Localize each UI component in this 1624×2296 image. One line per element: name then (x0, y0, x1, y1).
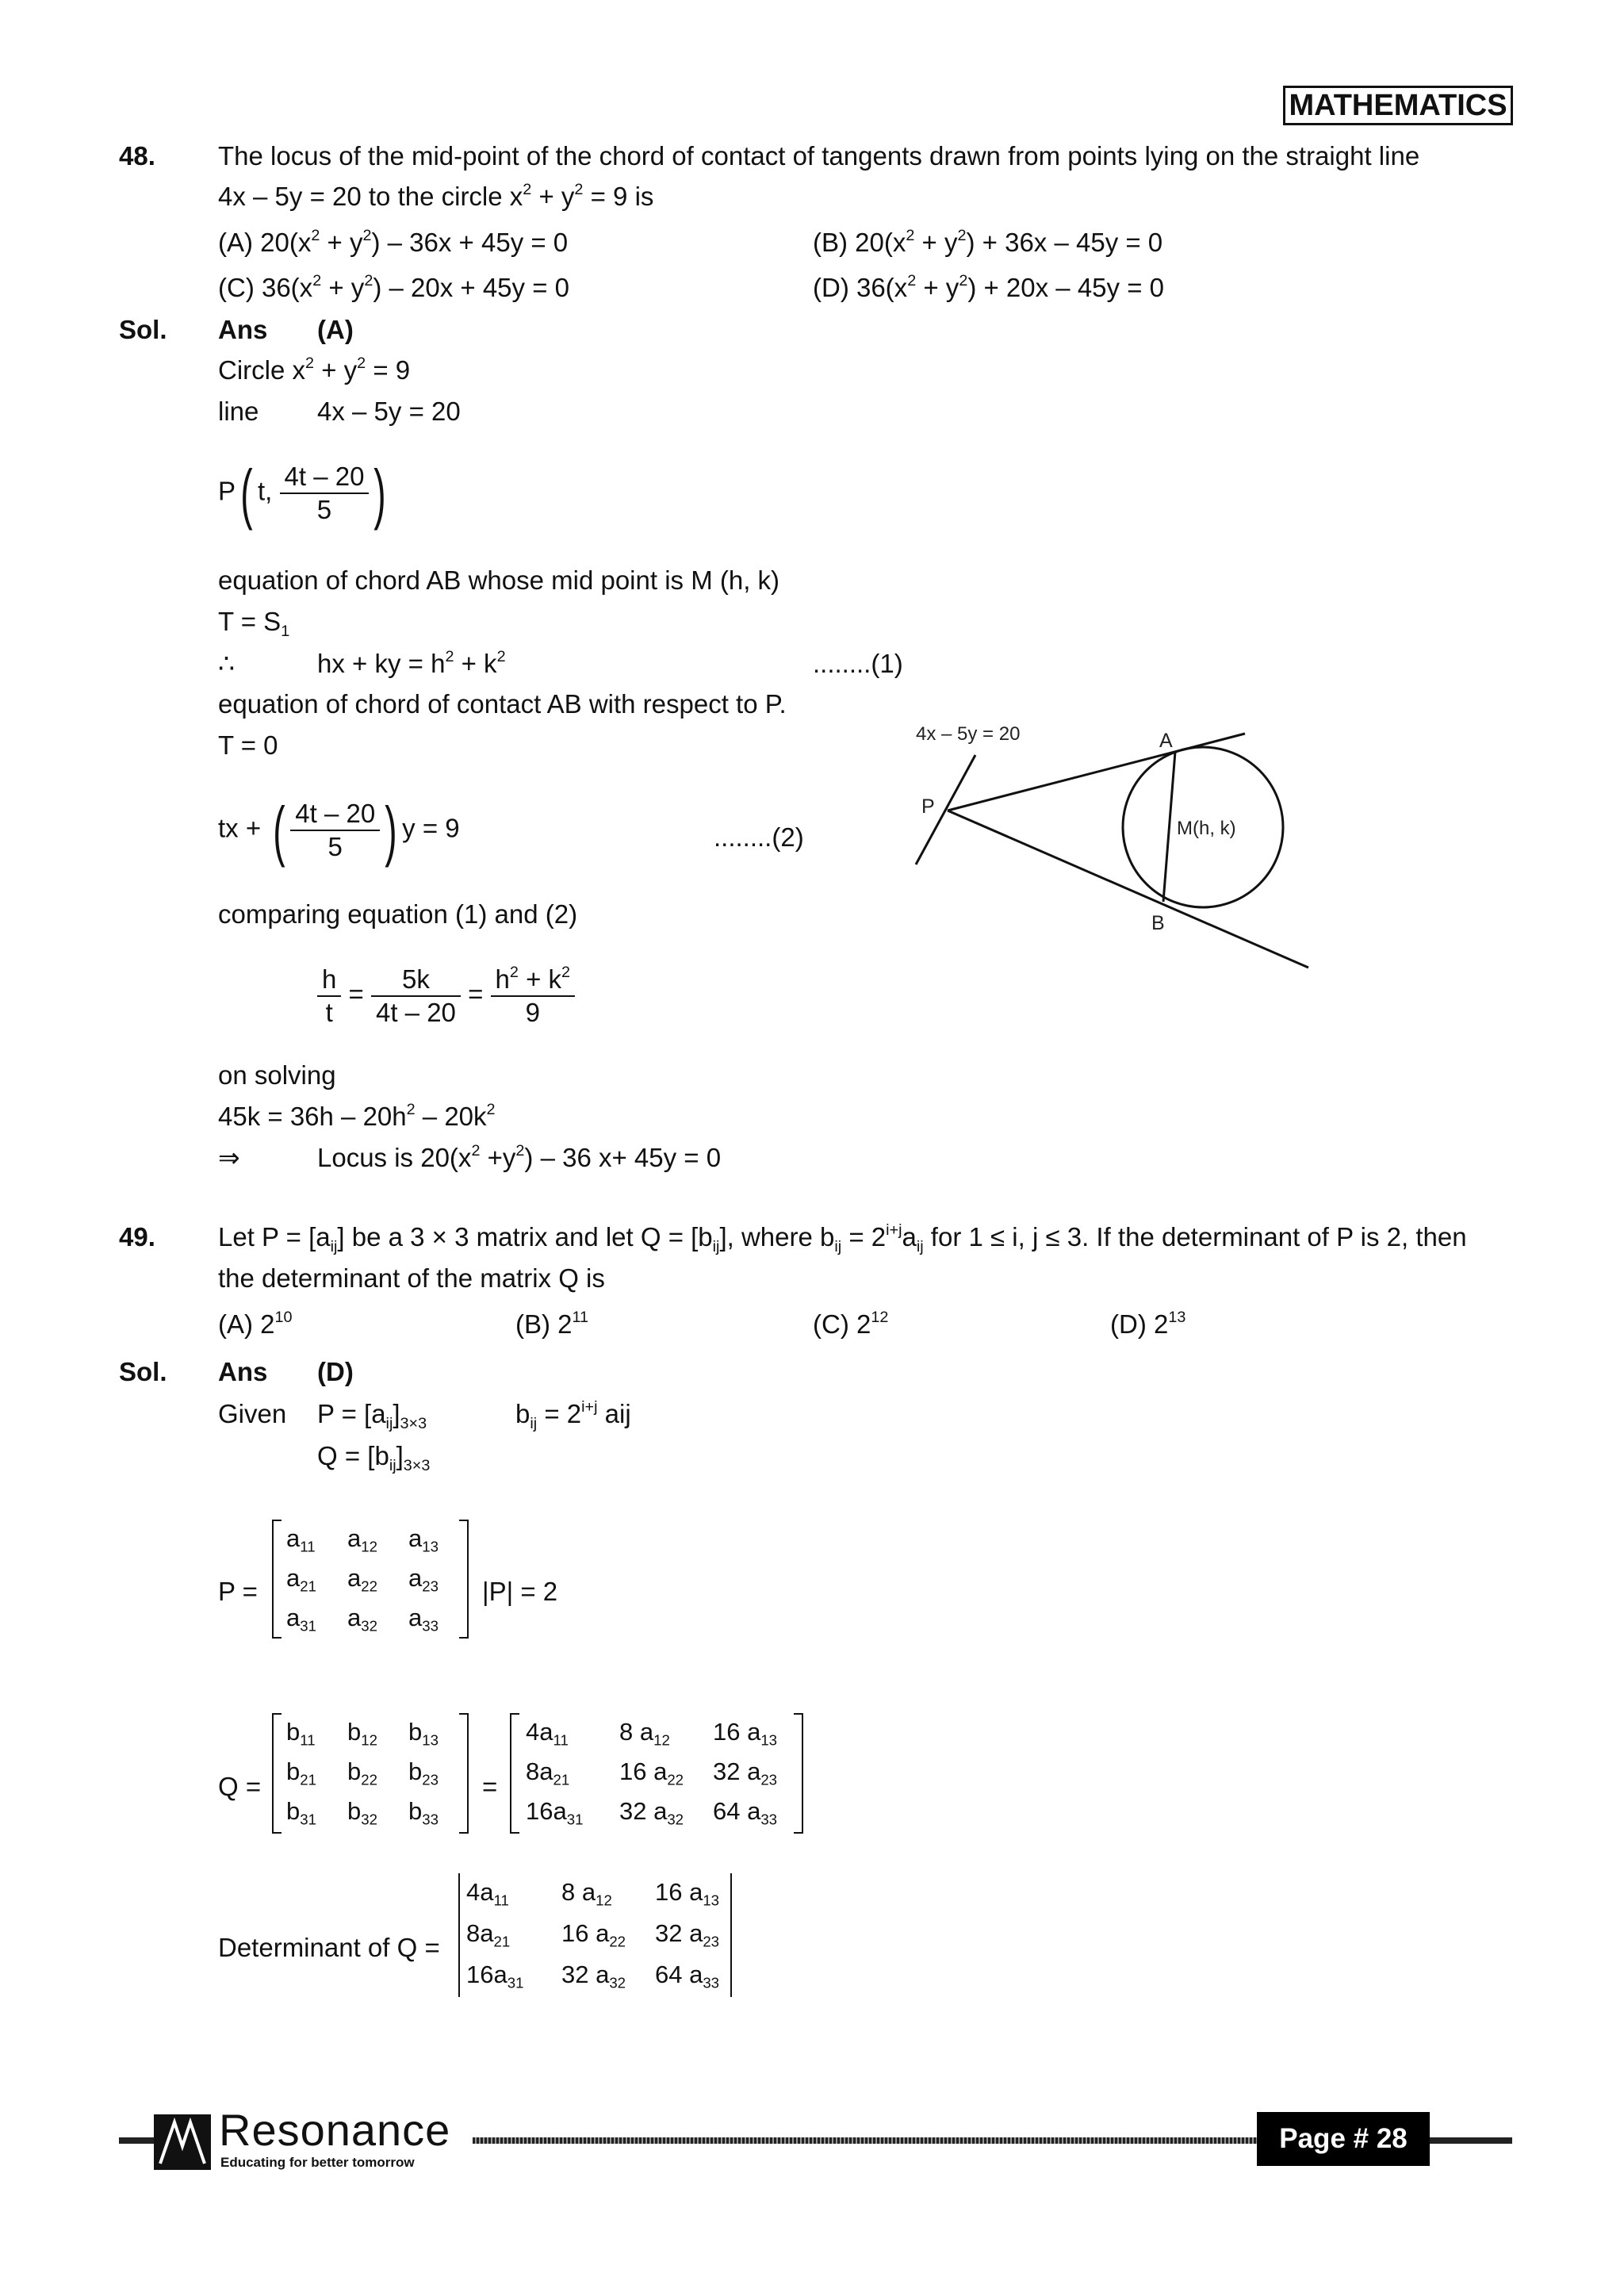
equation-2: tx + ( $\frac{4t - 20}{5}$ ) y = 9 (218, 793, 460, 868)
equation-1: hx + ky = $h^2 + k^2$ (317, 648, 506, 678)
b-definition: $b_{ij} = 2^{i+j}$ aij (515, 1398, 631, 1432)
chord-of-contact-text: equation of chord of contact AB with respect to P. (218, 689, 787, 719)
matrix-cell: $b_{23}$ (408, 1757, 439, 1788)
solution-label-49: Sol. (119, 1357, 167, 1386)
q-determinant (458, 1873, 732, 1997)
matrix-cell: 16 $a_{22}$ (561, 1919, 626, 1950)
figure-label-a: A (1159, 730, 1173, 752)
matrix-cell: $a_{12}$ (347, 1524, 377, 1555)
answer-label: Ans (218, 315, 268, 344)
matrix-cell: $b_{32}$ (347, 1797, 377, 1828)
matrix-cell: 16 $a_{13}$ (713, 1718, 778, 1749)
matrix-cell: 32 $a_{23}$ (655, 1919, 720, 1950)
q48-option-d: (D) $36(x^2 + y^2) + 20x - 45y = 0$ (813, 272, 1164, 302)
matrix-cell: $b_{22}$ (347, 1757, 377, 1788)
answer-value: (A) (317, 315, 354, 344)
circle-equation: Circle $x^2 + y^2 = 9$ (218, 355, 411, 385)
matrix-cell: $4a_{11}$ (466, 1878, 509, 1909)
figure-chord-ab (1163, 752, 1175, 902)
q48-option-c: (C) $36(x^2 + y^2) - 20x + 45y = 0$ (218, 272, 569, 302)
q48-option-b: (B) $20(x^2 + y^2) + 36x - 45y = 0$ (813, 227, 1163, 257)
equation-1-tag: ........(1) (813, 649, 903, 678)
equation-2-tag: ........(2) (714, 822, 804, 852)
matrix-cell: 8 $a_{12}$ (619, 1718, 670, 1749)
matrix-cell: 64 $a_{33}$ (713, 1797, 778, 1828)
locus-result: Locus is $20(x^2 +y^2) - 36$ x+ 45y = 0 (317, 1142, 722, 1172)
on-solving-text: on solving (218, 1060, 336, 1090)
subject-header: MATHEMATICS (1283, 86, 1513, 125)
matrix-cell: $b_{11}$ (286, 1718, 316, 1749)
matrix-cell: $a_{31}$ (286, 1604, 316, 1635)
q49-option-d: (D) $2^{13}$ (1110, 1309, 1186, 1339)
matrix-cell: $a_{21}$ (286, 1564, 316, 1595)
point-p-expression: P( t, $\frac{4t - 20}{5}$ ) (218, 456, 387, 531)
footer-rule-middle (473, 2137, 1258, 2144)
matrix-cell: $b_{13}$ (408, 1718, 439, 1749)
footer-rule-left (119, 2137, 154, 2144)
matrix-cell: $b_{12}$ (347, 1718, 377, 1749)
therefore-symbol: ∴ (218, 649, 235, 678)
figure-label-m: M(h, k) (1177, 818, 1236, 839)
matrix-cell: $8a_{21}$ (466, 1919, 511, 1950)
matrix-cell: 32 $a_{23}$ (713, 1757, 778, 1788)
matrix-cell: $a_{11}$ (286, 1524, 316, 1555)
matrix-cell: $a_{32}$ (347, 1604, 377, 1635)
matrix-cell: 8 $a_{12}$ (561, 1878, 612, 1909)
given-label: Given (218, 1399, 287, 1428)
solving-equation: $45k = 36h - 20h^2 - 20k^2$ (218, 1101, 496, 1131)
q48-text-line1: The locus of the mid-point of the chord of contact of tangents drawn from points lying on the straight line (218, 141, 1420, 171)
line-label: line (218, 397, 259, 426)
matrix-cell: 32 $a_{32}$ (619, 1797, 684, 1828)
t-equals-0: T = 0 (218, 730, 278, 760)
matrix-cell: $4a_{11}$ (526, 1718, 569, 1749)
matrix-cell: 16 $a_{13}$ (655, 1878, 720, 1909)
figure-line-label: 4x – 5y = 20 (916, 723, 1021, 745)
q49-option-a: (A) $2^{10}$ (218, 1309, 293, 1339)
matrix-cell: $8a_{21}$ (526, 1757, 570, 1788)
q48-text-line2: 4x – 5y = 20 to the circle $x^2 + y^2 = 9$ is (218, 181, 654, 211)
question-number-49: 49. (119, 1222, 155, 1251)
q-expanded-matrix (510, 1713, 803, 1834)
matrix-cell: $a_{23}$ (408, 1564, 439, 1595)
tangent-figure (904, 714, 1332, 983)
answer-value-49: (D) (317, 1357, 354, 1386)
matrix-cell: 16 $a_{22}$ (619, 1757, 684, 1788)
det-p-value: |P| = 2 (482, 1577, 558, 1606)
t-equals-s1: $T = S_1$ (218, 607, 290, 640)
brand-name: Resonance (219, 2105, 451, 2155)
chord-text: equation of chord AB whose mid point is M (h, k) (218, 565, 780, 595)
resonance-logo-icon (154, 2114, 211, 2170)
answer-label-49: Ans (218, 1357, 268, 1386)
line-equation: 4x – 5y = 20 (317, 397, 461, 426)
figure-tangent-upper (948, 734, 1245, 811)
q48-option-a: (A) $20(x^2 + y^2) - 36x + 45y = 0$ (218, 227, 569, 257)
q-equals-sign: = (482, 1772, 498, 1801)
matrix-cell: $b_{33}$ (408, 1797, 439, 1828)
q49-text-line1: Let $P = [a_{ij}]$ be a 3 × 3 matrix and let $Q = [b_{ij}]$, where $b_{ij} = 2^{i+j}a_{ij}$ for 1 ≤ i, j ≤ 3. If the determinant of P is 2, then (218, 1221, 1467, 1255)
q49-option-c: (C) $2^{12}$ (813, 1309, 889, 1339)
matrix-cell: $a_{22}$ (347, 1564, 377, 1595)
figure-label-p: P (921, 795, 935, 818)
p-definition: $P = [a_{ij}]_{3\times 3}$ (317, 1399, 427, 1432)
matrix-cell: 32 $a_{32}$ (561, 1961, 626, 1991)
matrix-cell: 64 $a_{33}$ (655, 1961, 720, 1991)
solution-label-48: Sol. (119, 315, 167, 344)
matrix-cell: $b_{21}$ (286, 1757, 316, 1788)
matrix-cell: $16a_{31}$ (466, 1961, 524, 1991)
q49-text-line2: the determinant of the matrix Q is (218, 1263, 605, 1293)
matrix-cell: $a_{33}$ (408, 1604, 439, 1635)
ratio-comparison: $\frac{h}{t}$ = $\frac{5k}{4t - 20}$ = $\frac{h^2 + k^2}{9}$ (317, 964, 575, 1029)
q49-option-b: (B) $2^{11}$ (515, 1309, 589, 1339)
figure-label-b: B (1151, 912, 1165, 934)
p-equals: P = (218, 1577, 258, 1606)
footer-rule-right (1429, 2137, 1512, 2144)
comparing-text: comparing equation (1) and (2) (218, 899, 578, 929)
q-definition: $Q = [b_{ij}]_{3\times 3}$ (317, 1441, 431, 1474)
q-matrix (272, 1713, 469, 1834)
matrix-cell: $b_{31}$ (286, 1797, 316, 1828)
implies-symbol: ⇒ (218, 1143, 240, 1172)
q-equals: Q = (218, 1772, 262, 1801)
determinant-label: Determinant of Q = (218, 1933, 440, 1962)
question-number-48: 48. (119, 141, 155, 171)
matrix-cell: $16a_{31}$ (526, 1797, 584, 1828)
matrix-cell: $a_{13}$ (408, 1524, 439, 1555)
page-number: Page # 28 (1257, 2112, 1430, 2166)
brand-tagline: Educating for better tomorrow (220, 2155, 415, 2170)
p-matrix (272, 1520, 469, 1639)
